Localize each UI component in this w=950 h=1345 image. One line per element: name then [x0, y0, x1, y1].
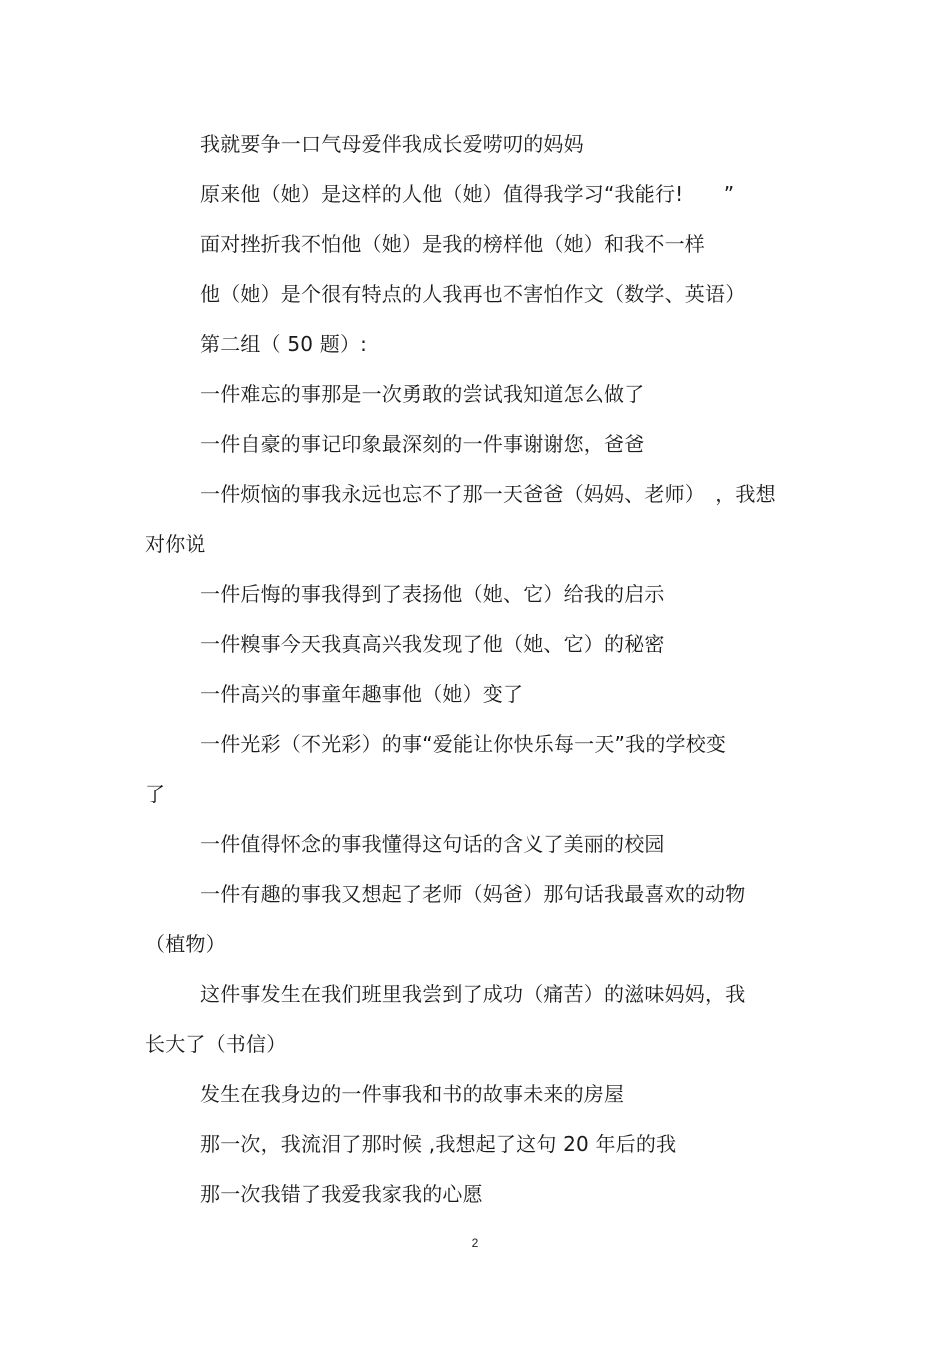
- page-number: 2: [471, 1236, 479, 1250]
- text-line: 一件自豪的事记印象最深刻的一件事谢谢您，爸爸: [200, 432, 645, 456]
- text-line-continuation: 长大了（书信）: [145, 1032, 287, 1056]
- text-line: 那一次我错了我爱我家我的心愿: [200, 1182, 483, 1206]
- text-line: 一件糗事今天我真高兴我发现了他（她、它）的秘密: [200, 632, 665, 656]
- text-line: 一件光彩（不光彩）的事“爱能让你快乐每一天”我的学校变: [200, 732, 727, 756]
- text-line: 一件高兴的事童年趣事他（她）变了: [200, 682, 524, 706]
- text-line: 我就要争一口气母爱伴我成长爱唠叨的妈妈: [200, 132, 584, 156]
- text-line: 一件有趣的事我又想起了老师（妈爸）那句话我最喜欢的动物: [200, 882, 746, 906]
- text-line: 原来他（她）是这样的人他（她）值得我学习“我能行! ”: [200, 182, 735, 206]
- text-line: 那一次，我流泪了那时候 ,我想起了这句 20 年后的我: [200, 1132, 677, 1156]
- text-line: 一件后悔的事我得到了表扬他（她、它）给我的启示: [200, 582, 665, 606]
- text-line-continuation: （植物）: [145, 932, 226, 956]
- text-line: 他（她）是个很有特点的人我再也不害怕作文（数学、英语）: [200, 282, 746, 306]
- text-line: 一件烦恼的事我永远也忘不了那一天爸爸（妈妈、老师） ，我想: [200, 482, 776, 506]
- text-line: 一件难忘的事那是一次勇敢的尝试我知道怎么做了: [200, 382, 645, 406]
- text-line: 发生在我身边的一件事我和书的故事未来的房屋: [200, 1082, 625, 1106]
- text-line-continuation: 了: [145, 782, 166, 806]
- section-heading: 第二组（ 50 题）:: [200, 332, 368, 356]
- text-line: 一件值得怀念的事我懂得这句话的含义了美丽的校园: [200, 832, 665, 856]
- text-line-continuation: 对你说: [145, 532, 206, 556]
- text-line: 面对挫折我不怕他（她）是我的榜样他（她）和我不一样: [200, 232, 705, 256]
- text-line: 这件事发生在我们班里我尝到了成功（痛苦）的滋味妈妈，我: [200, 982, 746, 1006]
